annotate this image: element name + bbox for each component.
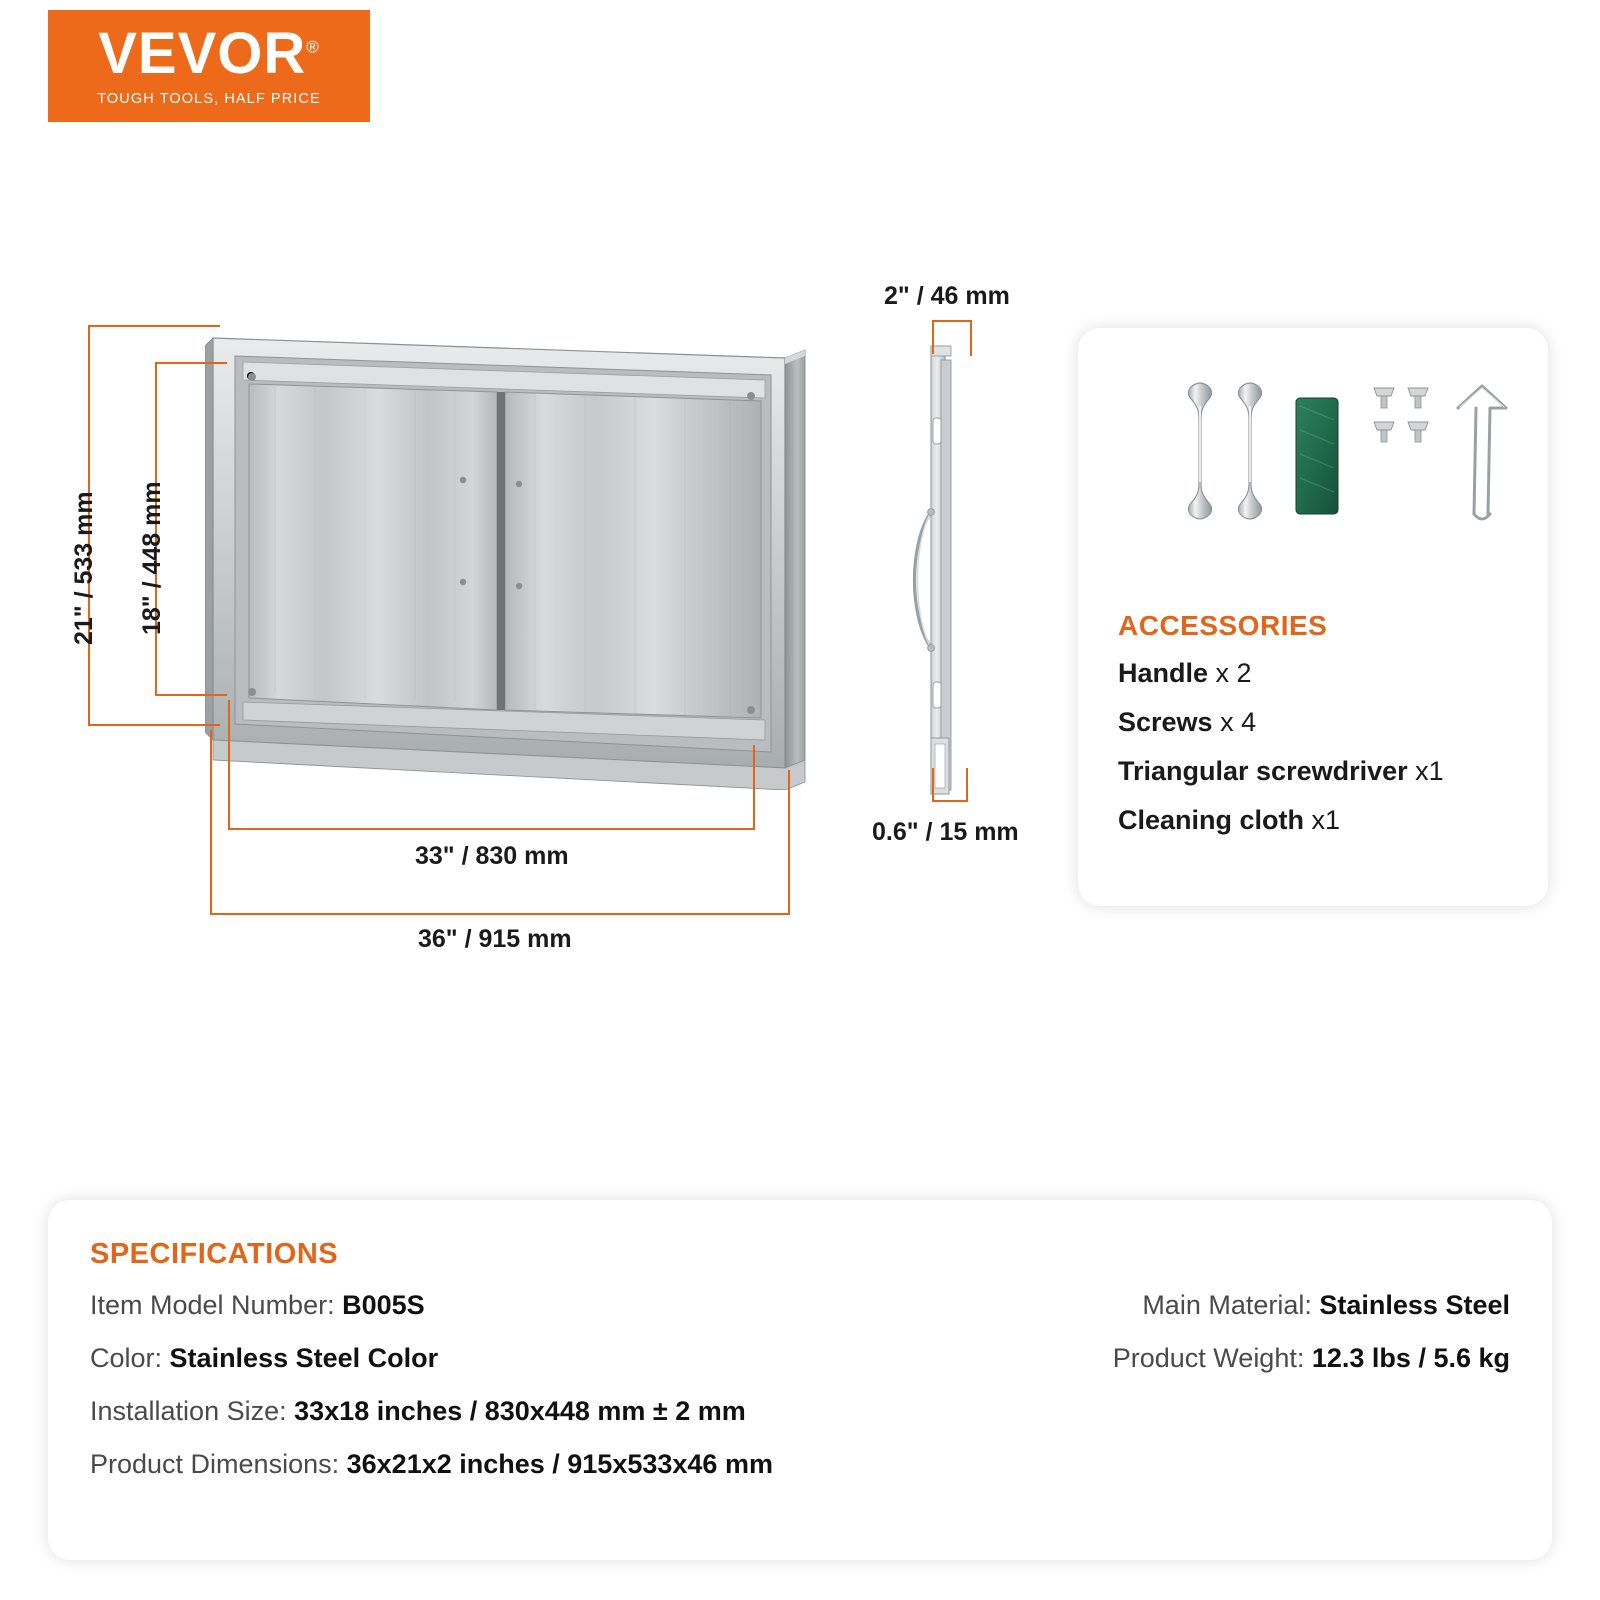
dim-tick-depth-flange-left xyxy=(932,768,934,800)
cleaning-cloth-icon xyxy=(1296,398,1338,514)
specifications-title: SPECIFICATIONS xyxy=(90,1238,339,1270)
accessory-name: Screws xyxy=(1118,707,1213,737)
spec-label: Item Model Number: xyxy=(90,1290,335,1320)
spec-value: Stainless Steel xyxy=(1319,1290,1510,1320)
spec-row xyxy=(90,1396,990,1427)
spec-value: B005S xyxy=(342,1290,425,1320)
dim-depth-flange-label: 0.6" / 15 mm xyxy=(872,818,1019,846)
dim-tick-outer-right xyxy=(788,770,790,913)
specifications-right-column xyxy=(1113,1290,1510,1396)
spec-row xyxy=(90,1290,990,1321)
specifications-card xyxy=(48,1200,1552,1560)
spec-value: 33x18 inches / 830x448 mm ± 2 mm xyxy=(294,1396,746,1426)
spec-label: Product Weight: xyxy=(1112,1343,1305,1373)
spec-row xyxy=(1113,1290,1510,1321)
list-item xyxy=(1118,658,1518,689)
dim-tick-outer-bottom xyxy=(88,724,220,726)
dim-tick-inner-right xyxy=(753,745,755,828)
dim-depth-total-label: 2" / 46 mm xyxy=(884,282,1010,310)
list-item xyxy=(1118,756,1518,787)
brand-name xyxy=(98,21,320,86)
accessory-qty: x1 xyxy=(1311,805,1341,835)
dim-width-inner-label: 33" / 830 mm xyxy=(415,842,569,870)
dim-tick-inner-left xyxy=(228,700,230,828)
accessories-icons xyxy=(1078,346,1548,616)
brand-tagline: TOUGH TOOLS, HALF PRICE xyxy=(97,91,321,107)
spec-label: Color: xyxy=(90,1343,163,1373)
accessories-list xyxy=(1118,658,1518,854)
dim-tick-inner-top xyxy=(155,362,227,364)
registered-mark: ® xyxy=(306,37,320,57)
spec-row xyxy=(90,1343,990,1374)
dim-line-inner-width xyxy=(228,828,755,830)
accessory-name: Handle xyxy=(1118,658,1209,688)
door-front-svg xyxy=(205,320,815,790)
handle-icon xyxy=(1238,383,1261,519)
dim-width-outer-label: 36" / 915 mm xyxy=(418,925,572,953)
screws-icon xyxy=(1374,388,1428,442)
spec-value: Stainless Steel Color xyxy=(169,1343,439,1373)
triangular-screwdriver-highlight xyxy=(1460,388,1504,407)
spec-label: Product Dimensions: xyxy=(90,1449,340,1479)
accessory-name: Triangular screwdriver xyxy=(1118,756,1408,786)
product-front-view xyxy=(205,320,815,790)
spec-value: 12.3 lbs / 5.6 kg xyxy=(1311,1343,1510,1373)
spec-label: Installation Size: xyxy=(90,1396,287,1426)
dim-tick-outer-top xyxy=(88,325,220,327)
brand-logo xyxy=(48,10,370,122)
dim-line-outer-width xyxy=(210,913,790,915)
dim-tick-depth-flange-right xyxy=(966,768,968,800)
spec-row xyxy=(1113,1343,1510,1374)
product-side-view xyxy=(905,330,995,800)
brand-name-text: VEVOR xyxy=(98,21,307,86)
accessory-qty: x1 xyxy=(1415,756,1444,786)
accessory-qty: x 2 xyxy=(1215,658,1252,688)
handle-icon xyxy=(1188,383,1211,519)
spec-label: Main Material: xyxy=(1142,1290,1312,1320)
spec-row xyxy=(90,1449,990,1480)
dim-line-depth-total xyxy=(932,320,972,322)
dim-height-outer-label: 21" / 533 mm xyxy=(70,491,98,645)
triangular-screwdriver-icon xyxy=(1458,386,1506,519)
accessory-name: Cleaning cloth xyxy=(1118,805,1305,835)
dim-line-depth-flange xyxy=(932,800,968,802)
specifications-left-column xyxy=(90,1290,990,1502)
accessories-card xyxy=(1078,328,1548,906)
accessories-title: ACCESSORIES xyxy=(1118,610,1328,641)
dim-tick-depth-total-right xyxy=(970,320,972,356)
spec-value: 36x21x2 inches / 915x533x46 mm xyxy=(346,1449,773,1479)
dim-height-inner-label: 18" / 448 mm xyxy=(138,481,166,635)
dim-tick-depth-total-left xyxy=(932,320,934,354)
accessory-qty: x 4 xyxy=(1220,707,1257,737)
door-side-svg xyxy=(905,330,995,800)
list-item xyxy=(1118,707,1518,738)
dim-tick-inner-bottom xyxy=(155,694,227,696)
dim-tick-outer-left xyxy=(210,730,212,913)
list-item xyxy=(1118,805,1518,836)
